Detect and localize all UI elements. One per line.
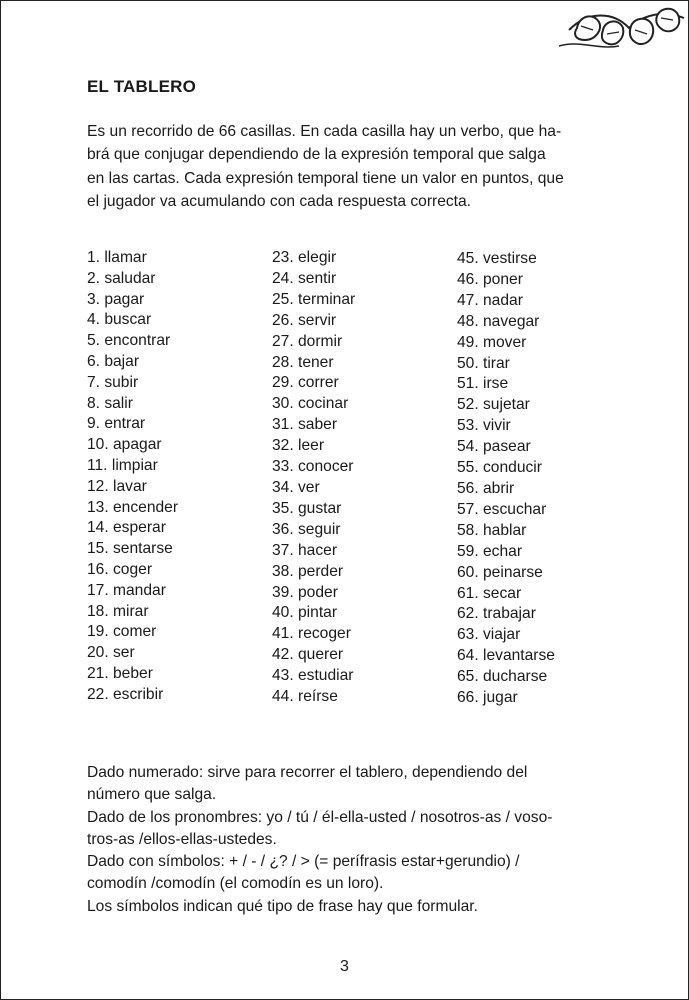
- verb-item: 44. reírse: [272, 688, 338, 706]
- verb-item: 31. saber: [272, 416, 338, 434]
- verb-item: 46. poner: [457, 270, 523, 288]
- verb-item: 26. servir: [272, 311, 337, 329]
- verb-item: 55. conducir: [457, 459, 542, 477]
- verb-item: 56. abrir: [457, 479, 515, 497]
- intro-paragraph: [87, 120, 635, 213]
- verb-item: 37. hacer: [272, 541, 338, 559]
- verb-item: 10. apagar: [87, 436, 162, 454]
- verb-item: 14. esperar: [87, 519, 166, 537]
- verb-item: 53. vivir: [457, 417, 511, 435]
- verb-item: 54. pasear: [457, 438, 531, 456]
- dice-line: número que salga.: [87, 786, 217, 804]
- verb-item: 32. leer: [272, 437, 325, 455]
- verb-item: 11. limpiar: [87, 456, 158, 474]
- verb-item: 57. escuchar: [457, 500, 547, 518]
- verb-item: 23. elegir: [272, 249, 337, 266]
- verb-item: 30. cocinar: [272, 395, 349, 413]
- verb-list-column-3: [457, 249, 555, 709]
- verb-list-column-2: [272, 248, 355, 708]
- intro-line: en las cartas. Cada expresión temporal tiene un valor en puntos, que: [87, 169, 564, 187]
- dice-line: Los símbolos indican qué tipo de frase hay que formular.: [87, 897, 478, 915]
- intro-line: el jugador va acumulando con cada respuesta correcta.: [87, 192, 472, 210]
- verb-item: 13. encender: [87, 498, 179, 516]
- verb-item: 7. subir: [87, 373, 139, 391]
- verb-item: 58. hablar: [457, 521, 527, 539]
- verb-item: 38. perder: [272, 562, 344, 580]
- dice-line: tros-as /ellos-ellas-ustedes.: [87, 830, 277, 848]
- verb-item: 51. irse: [457, 375, 509, 393]
- verb-item: 47. nadar: [457, 291, 523, 309]
- dice-line: Dado con símbolos: + / - / ¿? / > (= perífrasis estar+gerundio) /: [87, 853, 520, 871]
- verb-item: 6. bajar: [87, 352, 140, 370]
- verb-item: 22. escribir: [87, 685, 164, 703]
- dice-line: Dado de los pronombres: yo / tú / él-ella-usted / nosotros-as / voso-: [87, 808, 553, 826]
- intro-line: Es un recorrido de 66 casillas. En cada casilla hay un verbo, que ha-: [87, 123, 562, 140]
- dice-description: [87, 762, 639, 918]
- verb-item: 29. correr: [272, 374, 339, 392]
- page-heading: EL TABLERO: [87, 77, 197, 96]
- dice-line: Dado numerado: sirve para recorrer el tablero, dependiendo del: [87, 764, 528, 781]
- verb-item: 62. trabajar: [457, 605, 536, 623]
- verb-item: 34. ver: [272, 478, 320, 496]
- intro-line: brá que conjugar dependiendo de la expresión temporal que salga: [87, 146, 546, 164]
- verb-item: 42. querer: [272, 646, 344, 664]
- verb-item: 61. secar: [457, 584, 522, 602]
- verb-item: 45. vestirse: [457, 250, 537, 267]
- verb-item: 16. coger: [87, 560, 153, 578]
- verb-item: 48. navegar: [457, 312, 540, 330]
- verb-item: 63. viajar: [457, 626, 521, 644]
- verb-item: 52. sujetar: [457, 396, 530, 414]
- verb-item: 8. salir: [87, 394, 133, 412]
- verb-item: 36. seguir: [272, 520, 341, 538]
- verb-item: 2. saludar: [87, 269, 156, 287]
- verb-item: 5. encontrar: [87, 332, 171, 350]
- verb-item: 17. mandar: [87, 581, 166, 599]
- verb-item: 1. llamar: [87, 249, 147, 266]
- verb-item: 50. tirar: [457, 354, 510, 372]
- verb-item: 19. comer: [87, 623, 157, 641]
- verb-item: 9. entrar: [87, 415, 146, 433]
- verb-item: 24. sentir: [272, 269, 337, 287]
- verb-item: 39. poder: [272, 583, 338, 601]
- leaf-illustration-icon: [559, 0, 689, 58]
- verb-item: 21. beber: [87, 664, 153, 682]
- verb-item: 33. conocer: [272, 458, 354, 476]
- verb-item: 4. buscar: [87, 311, 152, 329]
- verb-item: 49. mover: [457, 333, 527, 351]
- verb-item: 35. gustar: [272, 499, 342, 517]
- verb-item: 41. recoger: [272, 625, 351, 643]
- verb-item: 20. ser: [87, 644, 135, 662]
- page-number: 3: [340, 958, 349, 975]
- verb-item: 59. echar: [457, 542, 523, 560]
- verb-item: 43. estudiar: [272, 667, 354, 685]
- verb-item: 65. ducharse: [457, 668, 548, 686]
- verb-item: 12. lavar: [87, 477, 147, 495]
- verb-item: 60. peinarse: [457, 563, 543, 581]
- verb-item: 27. dormir: [272, 332, 343, 350]
- verb-item: 3. pagar: [87, 290, 145, 308]
- dice-line: comodín /comodín (el comodín es un loro).: [87, 875, 384, 893]
- verb-item: 64. levantarse: [457, 647, 555, 665]
- verb-item: 40. pintar: [272, 604, 338, 622]
- verb-item: 66. jugar: [457, 689, 518, 707]
- verb-item: 25. terminar: [272, 290, 356, 308]
- verb-item: 15. sentarse: [87, 540, 173, 558]
- verb-list-column-1: [87, 248, 178, 706]
- verb-item: 18. mirar: [87, 602, 149, 620]
- verb-item: 28. tener: [272, 353, 334, 371]
